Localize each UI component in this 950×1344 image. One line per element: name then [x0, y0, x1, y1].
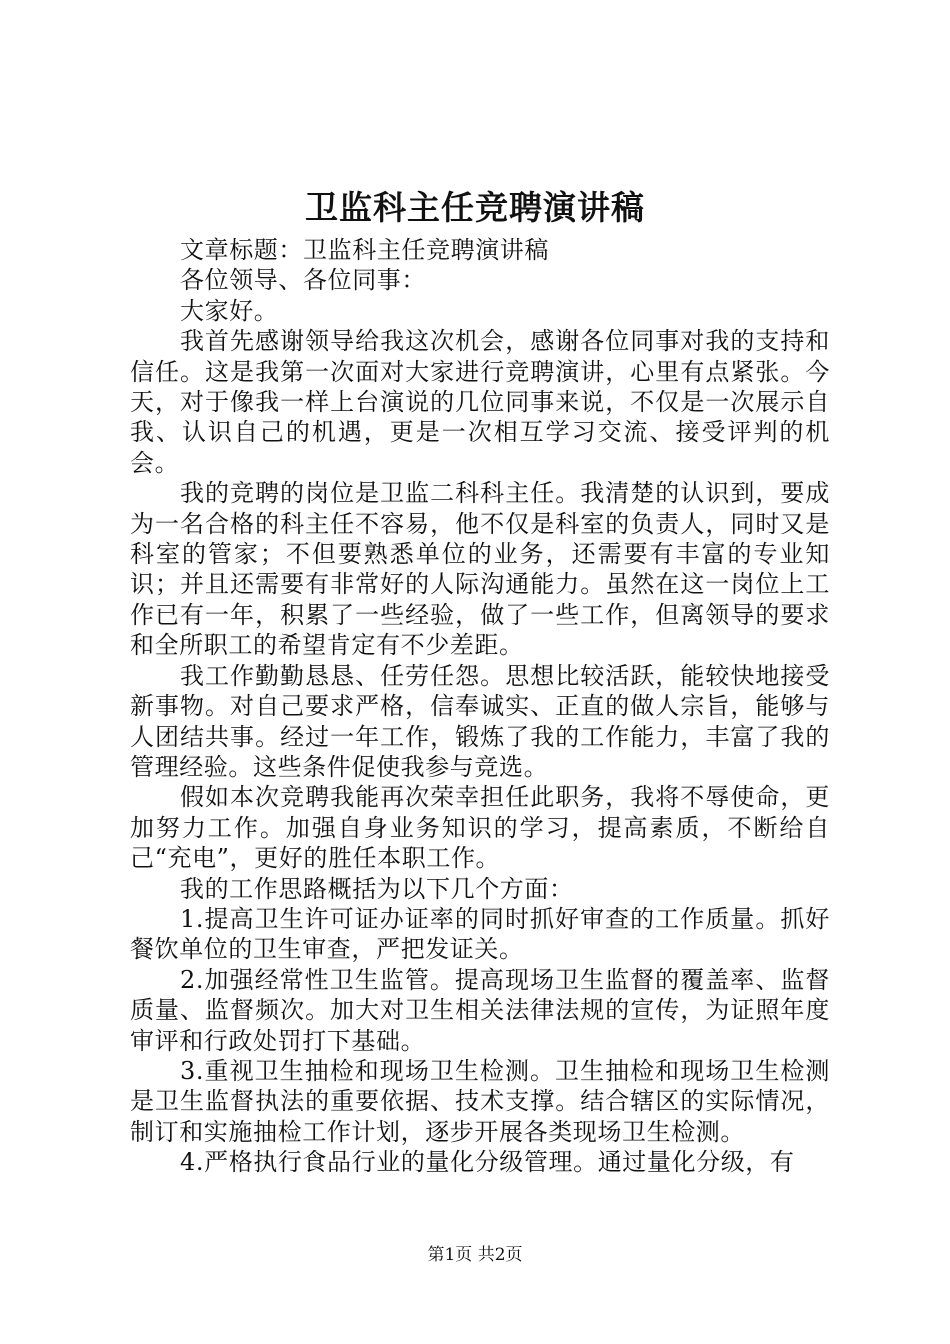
- paragraph-item-2: 2.加强经常性卫生监管。提高现场卫生监督的覆盖率、监督质量、监督频次。加大对卫生相关法律法规的宣传，为证照年度审评和行政处罚打下基础。: [130, 965, 830, 1055]
- paragraph-thanks: 我首先感谢领导给我这次机会，感谢各位同事对我的支持和信任。这是我第一次面对大家进行竞聘演讲，心里有点紧张。今天，对于像我一样上台演说的几位同事来说，不仅是一次展示自我、认识自己的机遇，更是一次相互学习交流、接受评判的机会。: [130, 327, 830, 477]
- paragraph-qualities: 我工作勤勤恳恳、任劳任怨。思想比较活跃，能较快地接受新事物。对自己要求严格，信奉诚实、正直的做人宗旨，能够与人团结共事。经过一年工作，锻炼了我的工作能力，丰富了我的管理经验。这些条件促使我参与竞选。: [130, 661, 830, 781]
- document-body: [130, 235, 830, 1178]
- paragraph-greeting: 大家好。: [180, 296, 279, 325]
- paragraph-work-ideas: 我的工作思路概括为以下几个方面：: [180, 874, 574, 903]
- paragraph-commitment: 假如本次竞聘我能再次荣幸担任此职务，我将不辱使命，更加努力工作。加强自身业务知识的学习，提高素质，不断给自己“充电”，更好的胜任本职工作。: [130, 783, 830, 873]
- paragraph-article-title: 文章标题：卫监科主任竞聘演讲稿: [180, 236, 549, 264]
- document-title: 卫监科主任竞聘演讲稿: [305, 188, 645, 227]
- paragraph-item-4: 4.严格执行食品行业的量化分级管理。通过量化分级，有: [180, 1148, 795, 1177]
- paragraph-item-1: 1.提高卫生许可证办证率的同时抓好审查的工作质量。抓好餐饮单位的卫生审查，严把发证关。: [130, 904, 830, 964]
- paragraph-salutation: 各位领导、各位同事：: [180, 266, 426, 295]
- paragraph-item-3: 3.重视卫生抽检和现场卫生检测。卫生抽检和现场卫生检测是卫生监督执法的重要依据、技术支撑。结合辖区的实际情况，制订和实施抽检工作计划，逐步开展各类现场卫生检测。: [130, 1056, 830, 1146]
- page-footer: 第1页 共2页: [427, 1245, 523, 1265]
- paragraph-position: 我的竞聘的岗位是卫监二科科主任。我清楚的认识到，要成为一名合格的科主任不容易，他不仅是科室的负责人，同时又是科室的管家；不但要熟悉单位的业务，还需要有丰富的专业知识；并且还需要有非常好的人际沟通能力。虽然在这一岗位上工作已有一年，积累了一些经验，做了一些工作，但离领导的要求和全所职工的希望肯定有不少差距。: [130, 479, 830, 660]
